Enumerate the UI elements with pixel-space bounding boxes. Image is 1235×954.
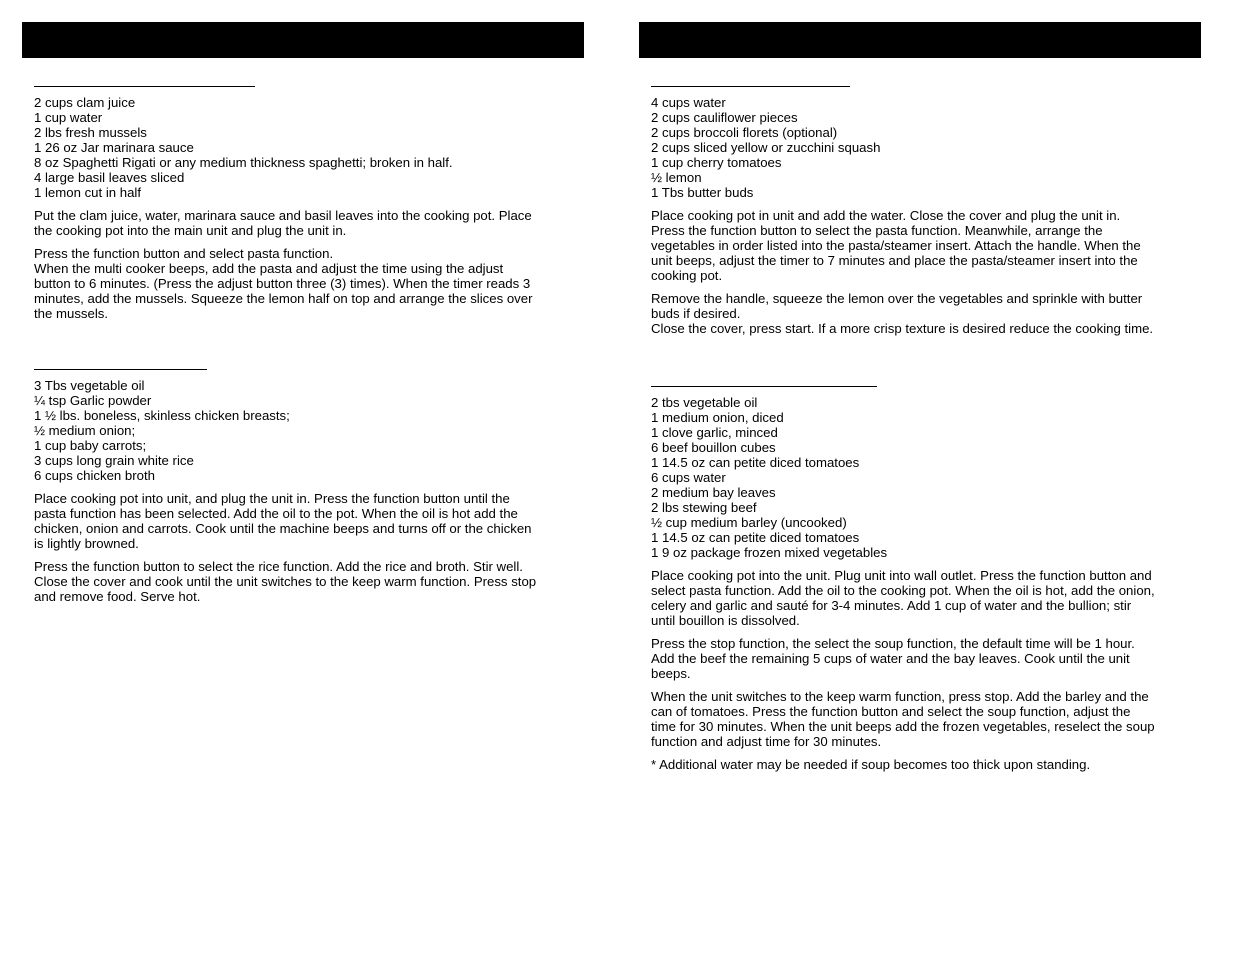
- ingredient-item: ¼ tsp Garlic powder: [34, 393, 152, 408]
- instruction-line: * Additional water may be needed if soup becomes too thick upon standing.: [651, 757, 1091, 772]
- ingredient-item: ½ cup medium barley (uncooked): [651, 515, 847, 530]
- instruction-line: the mussels.: [34, 306, 109, 321]
- instruction-line: vegetables in order listed into the pasta/steamer insert. Attach the handle. When the: [651, 238, 1141, 253]
- ingredient-item: 3 Tbs vegetable oil: [34, 378, 145, 393]
- ingredient-item: 1 ½ lbs. boneless, skinless chicken breasts;: [34, 408, 290, 423]
- instructions: [34, 491, 582, 604]
- ingredient-item: 2 cups broccoli florets (optional): [651, 125, 838, 140]
- instruction-paragraph: [34, 491, 582, 551]
- ingredient-item: 3 cups long grain white rice: [34, 453, 194, 468]
- recipe-title-rule: [34, 369, 207, 370]
- instruction-line: function and adjust time for 30 minutes.: [651, 734, 882, 749]
- instructions: [34, 208, 582, 321]
- instruction-line: and remove food. Serve hot.: [34, 589, 201, 604]
- instruction-line: Add the beef the remaining 5 cups of water and the bay leaves. Cook until the unit: [651, 651, 1130, 666]
- ingredient-item: 1 9 oz package frozen mixed vegetables: [651, 545, 888, 560]
- instruction-line: When the multi cooker beeps, add the pasta and adjust the time using the adjust: [34, 261, 504, 276]
- instruction-line: Press the function button and select pasta function.: [34, 246, 334, 261]
- instruction-paragraph: [34, 246, 582, 321]
- ingredient-item: 2 lbs fresh mussels: [34, 125, 147, 140]
- instruction-line: Put the clam juice, water, marinara sauce and basil leaves into the cooking pot. Place: [34, 208, 532, 223]
- instruction-line: button to 6 minutes. (Press the adjust button three (3) times). When the timer reads 3: [34, 276, 531, 291]
- instruction-paragraph: [651, 208, 1199, 283]
- ingredient-item: 2 medium bay leaves: [651, 485, 776, 500]
- ingredient-item: 1 medium onion, diced: [651, 410, 784, 425]
- left-page: [22, 0, 584, 954]
- ingredient-item: 2 cups sliced yellow or zucchini squash: [651, 140, 881, 155]
- instruction-line: cooking pot.: [651, 268, 723, 283]
- recipe-chicken-rice: [34, 369, 582, 604]
- ingredient-item: 1 Tbs butter buds: [651, 185, 754, 200]
- instruction-line: Close the cover, press start. If a more crisp texture is desired reduce the cooking time.: [651, 321, 1154, 336]
- instruction-line: chicken, onion and carrots. Cook until the machine beeps and turns off or the chicken: [34, 521, 532, 536]
- instruction-paragraph: [651, 689, 1199, 749]
- recipe-title-rule: [34, 86, 255, 87]
- left-header-bar: [22, 22, 584, 58]
- instruction-line: the cooking pot into the main unit and plug the unit in.: [34, 223, 347, 238]
- instructions: [651, 208, 1199, 336]
- ingredient-item: 1 cup baby carrots;: [34, 438, 147, 453]
- instruction-line: celery and garlic and sauté for 3-4 minutes. Add 1 cup of water and the bullion; stir: [651, 598, 1132, 613]
- ingredient-item: 2 lbs stewing beef: [651, 500, 757, 515]
- instruction-line: Place cooking pot into the unit. Plug unit into wall outlet. Press the function button and: [651, 568, 1152, 583]
- ingredient-item: 1 14.5 oz can petite diced tomatoes: [651, 455, 860, 470]
- ingredient-item: 1 clove garlic, minced: [651, 425, 778, 440]
- recipe-beef-barley-soup: [651, 386, 1199, 772]
- ingredient-item: 6 beef bouillon cubes: [651, 440, 776, 455]
- instruction-line: can of tomatoes. Press the function button and select the soup function, adjust the: [651, 704, 1131, 719]
- instruction-line: Press the function button to select the rice function. Add the rice and broth. Stir well.: [34, 559, 523, 574]
- instruction-line: Remove the handle, squeeze the lemon over the vegetables and sprinkle with butter: [651, 291, 1143, 306]
- instruction-paragraph: [651, 291, 1199, 336]
- ingredient-list: [651, 395, 1199, 560]
- ingredient-item: 1 26 oz Jar marinara sauce: [34, 140, 194, 155]
- instruction-line: until bouillon is dissolved.: [651, 613, 800, 628]
- instruction-line: When the unit switches to the keep warm function, press stop. Add the barley and the: [651, 689, 1149, 704]
- instructions: [651, 568, 1199, 772]
- instruction-line: unit beeps, adjust the timer to 7 minutes and place the pasta/steamer insert into the: [651, 253, 1138, 268]
- instruction-line: buds if desired.: [651, 306, 741, 321]
- ingredient-item: 1 14.5 oz can petite diced tomatoes: [651, 530, 860, 545]
- ingredient-item: 1 lemon cut in half: [34, 185, 142, 200]
- instruction-line: minutes, add the mussels. Squeeze the lemon half on top and arrange the slices over: [34, 291, 533, 306]
- ingredient-item: 6 cups chicken broth: [34, 468, 155, 483]
- ingredient-item: 2 cups cauliflower pieces: [651, 110, 798, 125]
- ingredient-item: 1 cup cherry tomatoes: [651, 155, 782, 170]
- ingredient-item: 4 cups water: [651, 95, 726, 110]
- ingredient-item: ½ medium onion;: [34, 423, 136, 438]
- instruction-line: Press the stop function, the select the soup function, the default time will be 1 hour.: [651, 636, 1135, 651]
- instruction-line: time for 30 minutes. When the unit beeps add the frozen vegetables, reselect the soup: [651, 719, 1155, 734]
- instruction-paragraph: [34, 208, 582, 238]
- instruction-line: Close the cover and cook until the unit switches to the keep warm function. Press stop: [34, 574, 537, 589]
- recipe-title-rule: [651, 86, 850, 87]
- instruction-line: pasta function has been selected. Add the oil to the pot. When the oil is hot add the: [34, 506, 518, 521]
- ingredient-item: 6 cups water: [651, 470, 726, 485]
- right-page: [639, 0, 1201, 954]
- recipe-mussels: [34, 86, 582, 321]
- ingredient-item: 4 large basil leaves sliced: [34, 170, 185, 185]
- instruction-line: is lightly browned.: [34, 536, 139, 551]
- ingredient-item: 2 cups clam juice: [34, 95, 136, 110]
- instruction-paragraph: [651, 568, 1199, 628]
- ingredient-list: [651, 95, 1199, 200]
- ingredient-item: 2 tbs vegetable oil: [651, 395, 758, 410]
- ingredient-item: ½ lemon: [651, 170, 702, 185]
- ingredient-item: 8 oz Spaghetti Rigati or any medium thickness spaghetti; broken in half.: [34, 155, 453, 170]
- recipe-title-rule: [651, 386, 877, 387]
- ingredient-item: 1 cup water: [34, 110, 103, 125]
- instruction-paragraph: [651, 636, 1199, 681]
- instruction-line: Press the function button to select the pasta function. Meanwhile, arrange the: [651, 223, 1103, 238]
- right-header-bar: [639, 22, 1201, 58]
- instruction-line: select pasta function. Add the oil to the cooking pot. When the oil is hot, add the onion,: [651, 583, 1155, 598]
- instruction-line: Place cooking pot in unit and add the water. Close the cover and plug the unit in.: [651, 208, 1121, 223]
- ingredient-list: [34, 95, 582, 200]
- instruction-line: Place cooking pot into unit, and plug the unit in. Press the function button until the: [34, 491, 510, 506]
- instruction-line: beeps.: [651, 666, 691, 681]
- instruction-paragraph: [651, 757, 1199, 772]
- recipe-steamed-vegetables: [651, 86, 1199, 336]
- instruction-paragraph: [34, 559, 582, 604]
- ingredient-list: [34, 378, 582, 483]
